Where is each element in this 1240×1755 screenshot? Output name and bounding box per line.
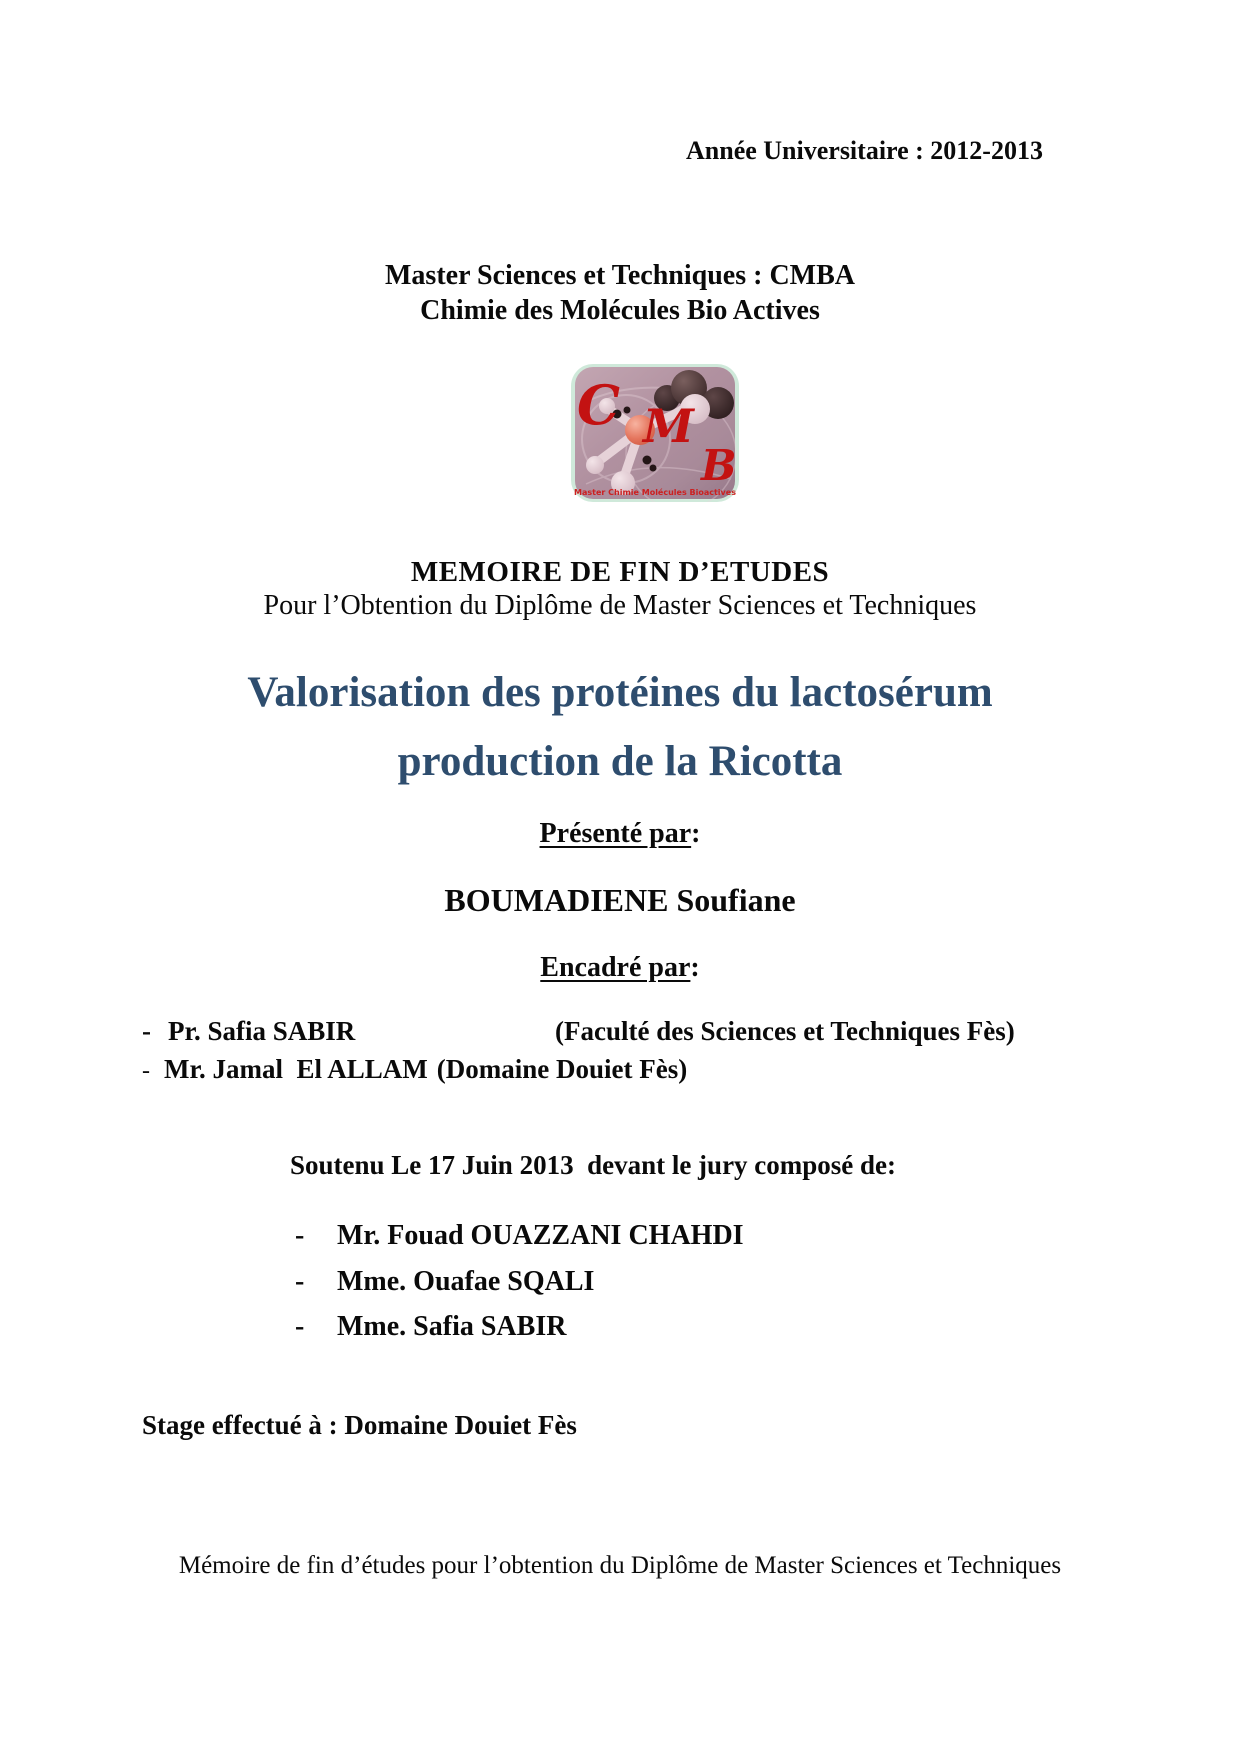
program-line-1: Master Sciences et Techniques : CMBA (385, 260, 855, 291)
presented-by-label: Présenté par (539, 818, 692, 849)
supervised-by-heading (0, 952, 1240, 984)
thesis-title-line-2: production de la Ricotta (397, 738, 843, 785)
cmba-logo-image (571, 364, 739, 502)
jury-name: Mme. Ouafae SQALI (337, 1266, 595, 1297)
supervised-by-colon: : (690, 952, 700, 983)
internship-line: Stage effectué à : Domaine Douiet Fès (142, 1410, 577, 1440)
supervisor-dash: - (142, 1058, 150, 1084)
jury-row (295, 1311, 566, 1343)
author-name: BOUMADIENE Soufiane (444, 882, 796, 918)
footer-note: Mémoire de fin d’études pour l’obtention du Diplôme de Master Sciences et Techniques (178, 1552, 1062, 1579)
academic-year: Année Universitaire : 2012-2013 (686, 136, 1043, 165)
program-heading (0, 258, 1240, 328)
thesis-title (0, 658, 1240, 796)
presented-by-colon: : (691, 818, 701, 849)
logo-letter-c: C (577, 373, 620, 437)
supervisor-name: Mr. Jamal El ALLAM (164, 1054, 428, 1084)
jury-row (295, 1266, 594, 1298)
supervisor-dash: - (142, 1016, 151, 1046)
jury-row (295, 1220, 744, 1252)
presented-by-heading (0, 818, 1240, 850)
memoire-title: MEMOIRE DE FIN D’ETUDES (410, 556, 830, 588)
cmba-logo (571, 364, 739, 502)
jury-dash: - (295, 1311, 305, 1342)
supervisor-line-2 (142, 1054, 687, 1085)
jury-dash: - (295, 1266, 305, 1297)
jury-name: Mme. Safia SABIR (337, 1311, 567, 1342)
thesis-title-line-1: Valorisation des protéines du lactosérum (247, 669, 993, 716)
supervised-by-label: Encadré par (540, 952, 691, 983)
logo-caption: Master Chimie Molécules Bioactives (574, 488, 736, 497)
memoire-subtitle: Pour l’Obtention du Diplôme de Master Sciences et Techniques (263, 590, 977, 621)
supervisor-affiliation: (Faculté des Sciences et Techniques Fès) (555, 1016, 1015, 1046)
supervisor-name: Pr. Safia SABIR (168, 1016, 356, 1046)
supervisor-affiliation: (Domaine Douiet Fès) (436, 1054, 688, 1084)
logo-letter-b: B (701, 441, 737, 490)
jury-dash: - (295, 1220, 305, 1251)
jury-name: Mr. Fouad OUAZZANI CHAHDI (337, 1220, 744, 1251)
program-line-2: Chimie des Molécules Bio Actives (420, 295, 820, 326)
logo-letter-m: M (643, 399, 694, 453)
supervisor-line-1 (142, 1016, 1015, 1047)
defense-line: Soutenu Le 17 Juin 2013 devant le jury composé de: (290, 1150, 897, 1180)
